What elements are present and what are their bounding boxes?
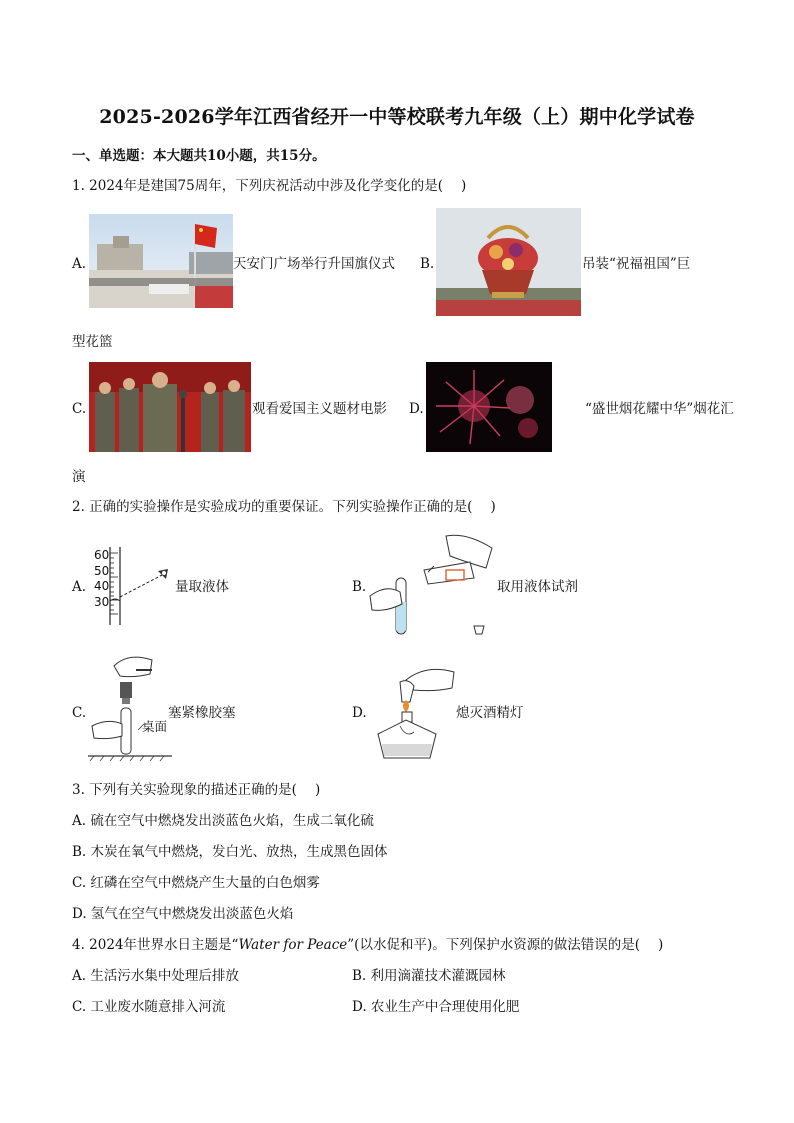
flag-raising-photo	[89, 214, 233, 308]
table-label: 桌面	[142, 719, 168, 734]
q1-option-d-text: “盛世烟花耀中华”烟花汇	[585, 401, 734, 417]
question-4-stem: 4. 2024年世界水日主题是“Water for Peace”(以水促和平)。下列保护水资源的做法错误的是( )	[72, 937, 664, 953]
pouring-liquid-figure	[366, 532, 496, 638]
q1-option-c-text: 观看爱国主义题材电影	[252, 401, 387, 417]
q1-option-d-wrap: 演	[72, 469, 86, 485]
q4-option-d: D. 农业生产中合理使用化肥	[352, 999, 520, 1015]
q2-option-b-letter: B.	[352, 579, 367, 595]
q4-option-a: A. 生活污水集中处理后排放	[72, 968, 239, 984]
stopper-insertion-figure	[88, 652, 172, 762]
scale-label-60: 60	[94, 548, 110, 562]
q2-option-d-text: 熄灭酒精灯	[456, 705, 524, 721]
scale-label-30: 30	[94, 594, 110, 609]
q3-option-c: C. 红磷在空气中燃烧产生大量的白色烟雾	[72, 875, 320, 891]
section-heading: 一、单选题：本大题共10小题，共15分。	[72, 148, 326, 164]
scale-label-50: 50	[94, 563, 110, 578]
q2-option-a-text: 量取液体	[175, 579, 229, 595]
q3-option-a: A. 硫在空气中燃烧发出淡蓝色火焰，生成二氧化硫	[72, 813, 374, 829]
q1-option-a-text: 天安门广场举行升国旗仪式	[233, 256, 395, 272]
q2-option-c-text: 塞紧橡胶塞	[168, 705, 236, 721]
exam-title: 2025-2026学年江西省经开一中等校联考九年级（上）期中化学试卷	[99, 106, 695, 128]
question-1-stem: 1. 2024年是建国75周年，下列庆祝活动中涉及化学变化的是( )	[72, 178, 467, 194]
question-2-stem: 2. 正确的实验操作是实验成功的重要保证。下列实验操作正确的是( )	[72, 499, 496, 515]
scale-labels	[94, 548, 109, 610]
question-3-stem: 3. 下列有关实验现象的描述正确的是( )	[72, 782, 321, 798]
flower-basket-photo	[436, 208, 581, 316]
water-for-peace-text: Water for Peace	[238, 937, 348, 953]
q1-option-b-text: 吊装“祝福祖国”巨	[582, 256, 691, 272]
q1-option-b-wrap: 型花篮	[72, 334, 113, 350]
q2-option-b-text: 取用液体试剂	[497, 579, 578, 595]
q1-option-c-letter: C.	[72, 401, 87, 417]
q2-option-d-letter: D.	[352, 705, 367, 721]
q2-option-c-letter: C.	[72, 705, 87, 721]
q4-option-b: B. 利用滴灌技术灌溉园林	[352, 968, 506, 984]
q3-option-d: D. 氢气在空气中燃烧发出淡蓝色火焰	[72, 906, 294, 922]
q1-option-b-letter: B.	[420, 256, 435, 272]
q1-option-d-letter: D.	[409, 401, 424, 417]
scale-label-40: 40	[94, 579, 110, 593]
founding-ceremony-photo	[89, 362, 251, 452]
fireworks-photo	[426, 362, 552, 452]
q1-option-a-letter: A.	[72, 256, 87, 272]
q4-option-c: C. 工业废水随意排入河流	[72, 999, 226, 1015]
q3-option-b: B. 木炭在氧气中燃烧，发白光、放热，生成黑色固体	[72, 844, 388, 860]
q2-option-a-letter: A.	[72, 579, 87, 595]
alcohol-lamp-figure	[370, 660, 460, 762]
